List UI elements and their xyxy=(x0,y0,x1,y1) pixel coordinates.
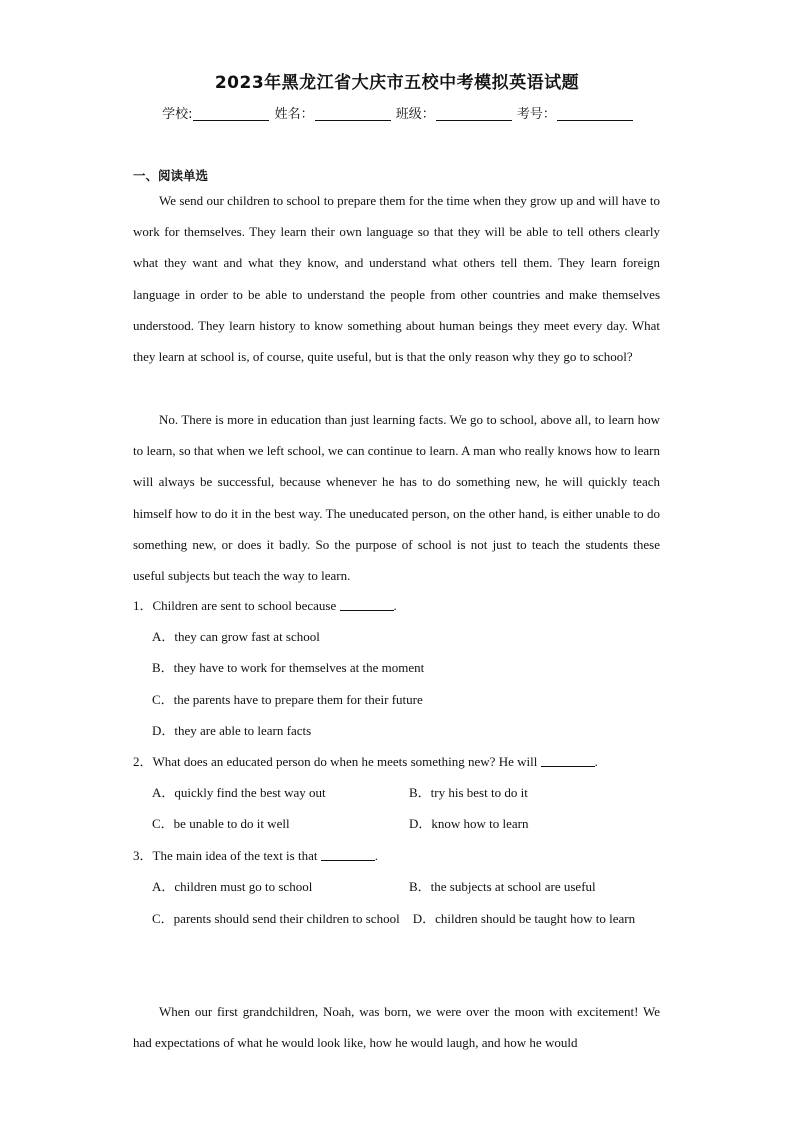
question-3-option-b[interactable]: B．the subjects at school are useful xyxy=(409,879,596,894)
question-3-option-c[interactable]: C．parents should send their children to school xyxy=(152,911,400,926)
exam-number-blank[interactable] xyxy=(557,106,633,121)
question-1-option-b[interactable]: B．they have to work for themselves at the moment xyxy=(152,660,425,675)
school-blank[interactable] xyxy=(193,106,269,121)
exam-number-label: 考号： xyxy=(516,107,556,122)
name-blank[interactable] xyxy=(315,106,391,121)
question-2-option-a[interactable]: A．quickly find the best way out xyxy=(152,785,326,800)
question-3-stem: 3．The main idea of the text is that xyxy=(133,848,318,863)
question-2-stem: 2．What does an educated person do when he meets something new? He will xyxy=(133,754,538,769)
student-info-row xyxy=(0,103,794,122)
school-label: 学校: xyxy=(162,107,193,122)
name-label: 姓名： xyxy=(274,107,314,122)
question-1-option-d[interactable]: D．they are able to learn facts xyxy=(152,723,312,738)
answer-blank xyxy=(340,598,394,611)
question-2 xyxy=(133,752,663,772)
question-3-options-cd xyxy=(152,903,657,934)
question-1-option-c[interactable]: C．the parents have to prepare them for their future xyxy=(152,692,423,707)
passage1-paragraph-2: No. There is more in education than just learning facts. We go to school, above all, to learn how to learn, so that when we left school, we can continue to learn. A man who really knows how to learn will always be successful, because whenever he has to do something new, he will quickly teach himself how to do it in the best way. The uneducated person, on the other hand, is either unable to do something new, or does it badly. So the purpose of school is not just to teach the students these useful subjects but teach the way to learn. xyxy=(133,412,660,584)
class-label: 班级： xyxy=(395,107,435,122)
question-3-stem-end: . xyxy=(374,848,378,863)
class-blank[interactable] xyxy=(436,106,512,121)
question-2-stem-end: . xyxy=(594,754,598,769)
section-heading: 一、阅读单选 xyxy=(133,168,209,183)
question-3 xyxy=(133,846,663,866)
answer-blank xyxy=(321,848,375,861)
question-1-option-a[interactable]: A．they can grow fast at school xyxy=(152,629,320,644)
passage1-paragraph-1: We send our children to school to prepare them for the time when they grow up and will have to work for themselves. They learn their own language so that they will be able to tell others clearly what they want and what they know, and understand what others tell them. They learn foreign language in order to be able to understand the people from other countries and make themselves understood. They learn history to know something about human beings they meet every day. What they learn at school is, of course, quite useful, but is that the only reason why they go to school? xyxy=(133,193,660,365)
question-3-option-d[interactable]: D．children should be taught how to learn xyxy=(412,911,636,926)
question-1 xyxy=(133,596,663,616)
question-2-option-c[interactable]: C．be unable to do it well xyxy=(152,816,290,831)
exam-title: 2023年黑龙江省大庆市五校中考模拟英语试题 xyxy=(214,73,580,93)
question-1-stem: 1．Children are sent to school because xyxy=(133,598,337,613)
passage2-paragraph-1: When our first grandchildren, Noah, was born, we were over the moon with excitement! We had expectations of what he would look like, how he would laugh, and how he would xyxy=(133,1004,660,1051)
answer-blank xyxy=(541,754,595,767)
question-3-option-a[interactable]: A．children must go to school xyxy=(152,879,313,894)
question-2-option-b[interactable]: B．try his best to do it xyxy=(409,785,528,800)
question-1-stem-end: . xyxy=(393,598,397,613)
question-2-option-d[interactable]: D．know how to learn xyxy=(409,816,529,831)
